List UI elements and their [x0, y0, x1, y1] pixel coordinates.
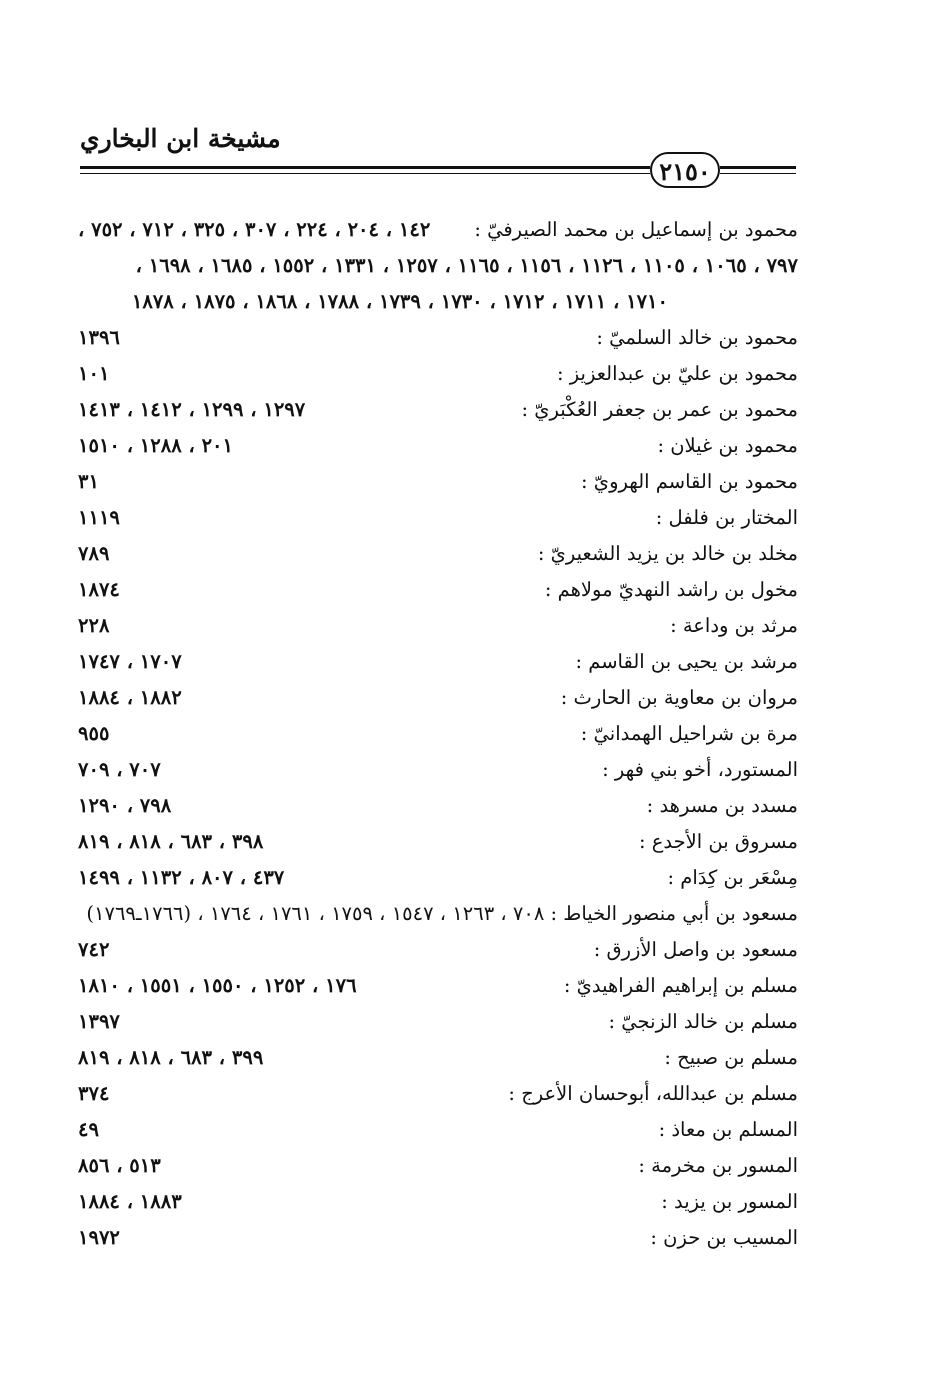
entry-name: المسيب بن حزن : [650, 1226, 798, 1249]
entry-name: المختار بن فلفل : [655, 506, 798, 529]
page-number: ٢١٥٠ [650, 152, 720, 188]
entry-name: مخول بن راشد النهديّ مولاهم : [544, 578, 798, 601]
entry-refs: ٧٨٩ [78, 542, 110, 565]
entry-name: مسلم بن خالد الزنجيّ : [608, 1010, 798, 1033]
book-title: مشيخة ابن البخاري [80, 124, 281, 153]
index-entry [78, 1114, 798, 1150]
index-entry [78, 1222, 798, 1258]
entry-refs: ٩٥٥ [78, 722, 110, 745]
index-entry [78, 322, 798, 358]
header-rule-right-thin [720, 173, 796, 174]
entry-refs: ١٨٨٣ ، ١٨٨٤ [78, 1190, 182, 1213]
entry-refs: ٧٠٧ ، ٧٠٩ [78, 758, 161, 781]
entry-refs: ١٤٢ ، ٢٠٤ ، ٢٢٤ ، ٣٠٧ ، ٣٢٥ ، ٧١٢ ، ٧٥٢ ، [78, 218, 431, 241]
entry-refs: ٢٠١ ، ١٢٨٨ ، ١٥١٠ [78, 434, 233, 457]
index-entry [78, 862, 798, 898]
entry-name: مسدد بن مسرهد : [646, 794, 798, 817]
index-entry [78, 970, 798, 1006]
index-entry [78, 646, 798, 682]
entry-name: مسلم بن عبدالله، أبوحسان الأعرج : [508, 1082, 798, 1105]
entry-refs: ٣٧٤ [78, 1082, 110, 1105]
header-rule-thin [80, 173, 650, 174]
entry-name: محمود بن عمر بن جعفر العُكْبَريّ : [521, 398, 798, 421]
index-entry [78, 430, 798, 466]
entry-name: مسلم بن إبراهيم الفراهيديّ : [563, 974, 798, 997]
entry-refs: ١٨٨٢ ، ١٨٨٤ [78, 686, 182, 709]
entry-refs: ٤٣٧ ، ٨٠٧ ، ١١٣٢ ، ١٤٩٩ [78, 866, 285, 889]
entry-refs: ١٢٩٧ ، ١٢٩٩ ، ١٤١٢ ، ١٤١٣ [78, 398, 306, 421]
entry-refs: ٧٩٨ ، ١٢٩٠ [78, 794, 172, 817]
index-entry [78, 538, 798, 574]
entry-name: مخلد بن خالد بن يزيد الشعيريّ : [537, 542, 798, 565]
entry-name: محمود بن غيلان : [657, 434, 798, 457]
index-entry [78, 502, 798, 538]
index-entry [78, 610, 798, 646]
index-entry [78, 718, 798, 754]
index-entry [78, 466, 798, 502]
entry-refs: ٤٩ [78, 1118, 99, 1141]
entry-name: مسعود بن واصل الأزرق : [593, 938, 798, 961]
entry-refs: ١١١٩ [78, 506, 120, 529]
index-entry [78, 394, 798, 430]
index-entry [78, 358, 798, 394]
index-entry [78, 934, 798, 970]
entry-name: المسور بن مخرمة : [638, 1154, 798, 1177]
entry-refs: ١٣٩٧ [78, 1010, 120, 1033]
entry-refs: ١٩٧٢ [78, 1226, 120, 1249]
index-entry [78, 1006, 798, 1042]
header-rule-thick [80, 166, 650, 169]
entry-refs: ١٨٧٤ [78, 578, 120, 601]
entry-refs: ٣٩٩ ، ٦٨٣ ، ٨١٨ ، ٨١٩ [78, 1046, 264, 1069]
page-header [80, 120, 796, 190]
entry-name: مِسْعَر بن كِدَام : [667, 866, 798, 889]
entry-refs: ٣١ [78, 470, 99, 493]
entry-refs: ١٧٦ ، ١٢٥٢ ، ١٥٥٠ ، ١٥٥١ ، ١٨١٠ [78, 974, 357, 997]
entry-name: مسروق بن الأجدع : [638, 830, 798, 853]
entry-name: محمود بن إسماعيل بن محمد الصيرفيّ : [474, 218, 798, 241]
entry-refs: ١٧٠٧ ، ١٧٤٧ [78, 650, 182, 673]
entry-name: مرشد بن يحيى بن القاسم : [575, 650, 798, 673]
entry-name: مروان بن معاوية بن الحارث : [560, 686, 798, 709]
entry-name: مرثد بن وداعة : [670, 614, 798, 637]
entry-name: محمود بن القاسم الهرويّ : [581, 470, 798, 493]
entry-refs-continued: ٧٩٧ ، ١٠٦٥ ، ١١٠٥ ، ١١٢٦ ، ١١٥٦ ، ١١٦٥ ، ١٢٥٧ ، ١٣٣١ ، ١٥٥٢ ، ١٦٨٥ ، ١٦٩٨ ، [135, 254, 798, 277]
index-content [78, 214, 798, 1258]
entry-refs: ٣٩٨ ، ٦٨٣ ، ٨١٨ ، ٨١٩ [78, 830, 264, 853]
index-entry [78, 1078, 798, 1114]
index-entry [78, 1042, 798, 1078]
entry-name: محمود بن خالد السلميّ : [596, 326, 798, 349]
index-entry [78, 574, 798, 610]
index-entry [78, 214, 798, 250]
index-entry [78, 826, 798, 862]
entry-name: المسلم بن معاذ : [658, 1118, 798, 1141]
index-entry [78, 754, 798, 790]
entry-name: مرة بن شراحيل الهمدانيّ : [580, 722, 798, 745]
entry-refs: ٥١٣ ، ٨٥٦ [78, 1154, 161, 1177]
entry-refs-continued: ١٧١٠ ، ١٧١١ ، ١٧١٢ ، ١٧٣٠ ، ١٧٣٩ ، ١٧٨٨ ، ١٨٦٨ ، ١٨٧٥ ، ١٨٧٨ [131, 290, 668, 313]
entry-name: محمود بن عليّ بن عبدالعزيز : [557, 362, 798, 385]
index-entry [78, 1186, 798, 1222]
entry-name: المسور بن يزيد : [661, 1190, 798, 1213]
entry-refs: ١٠١ [78, 362, 110, 385]
index-entry-full-line: مسعود بن أبي منصور الخياط : ٧٠٨ ، ١٢٦٣ ، ١٥٤٧ ، ١٧٥٩ ، ١٧٦١ ، ١٧٦٤ ، (١٧٦٦ـ١٧٦٩) [86, 902, 798, 925]
index-entry [78, 682, 798, 718]
entry-refs: ١٣٩٦ [78, 326, 120, 349]
index-entry [78, 1150, 798, 1186]
entry-name: المستورد، أخو بني فهر : [602, 758, 798, 781]
header-rule-right-thick [720, 166, 796, 169]
entry-refs: ٧٤٢ [78, 938, 110, 961]
index-entry [78, 790, 798, 826]
entry-name: مسلم بن صبيح : [664, 1046, 798, 1069]
entry-refs: ٢٢٨ [78, 614, 110, 637]
